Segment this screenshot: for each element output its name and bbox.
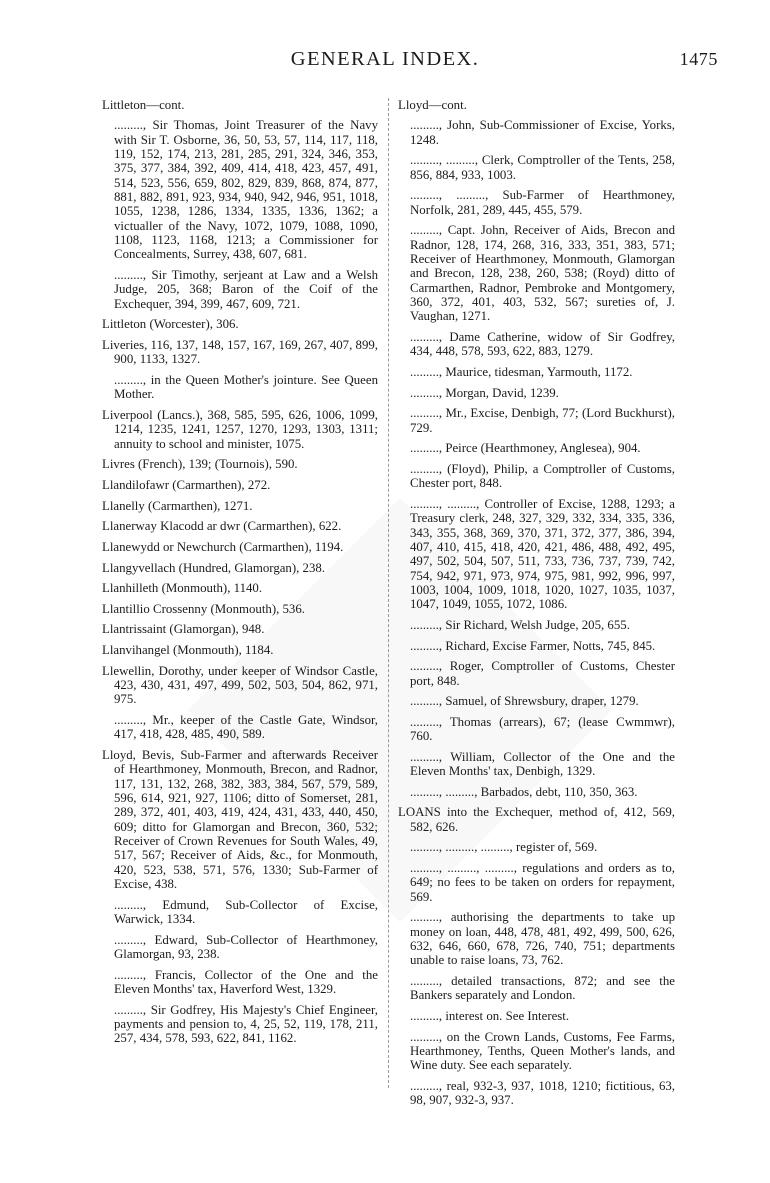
index-entry: ........., ........., Controller of Excise, 1288, 1293; a Treasury clerk, 248, 327, 329, 332, 334, 335, 336, 343, 355, 368, 369, 370, 371, 372, 377, 386, 394, 407, 410, 415, 418, 420, 421, 486, 488, 492, 495, 497, 502, 504, 507, 511, 733, 736, 737, 739, 742, 754, 942, 971, 973, 974, 975, 981, 992, 996, 997, 1003, 1004, 1009, 1018, 1020, 1027, 1035, 1037, 1047, 1049, 1055, 1072, 1086. [410, 496, 675, 612]
index-entry: ........., Roger, Comptroller of Customs, Chester port, 848. [410, 659, 675, 688]
index-entry: Lloyd, Bevis, Sub-Farmer and afterwards Receiver of Hearthmoney, Monmouth, Brecon, and Radnor, 117, 131, 132, 268, 382, 383, 384, 567, 579, 589, 596, 614, 921, 927, 1106; ditto of Somerset, 281, 289, 372, 401, 403, 419, 424, 431, 433, 440, 450, 609; ditto for Glamorgan and Brecon, 360, 532; Receiver of Crown Revenues for South Wales, 49, 517, 567; Receiver of Aids, &c., for Monmouth, 420, 523, 538, 571, 576, 1330; Sub-Farmer of Excise, 438. [102, 748, 378, 892]
continuation-heading: Littleton—cont. [102, 98, 185, 112]
index-entry: ........., ........., ........., regulations and orders as to, 649; no fees to be taken on orders for repayment, 569. [410, 861, 675, 904]
index-entry: ........., detailed transactions, 872; and see the Bankers separately and London. [410, 974, 675, 1003]
index-entry: ........., Sir Richard, Welsh Judge, 205, 655. [410, 617, 630, 632]
column-divider [388, 98, 389, 1088]
index-entry: Liverpool (Lancs.), 368, 585, 595, 626, 1006, 1099, 1214, 1235, 1241, 1257, 1270, 1293, 1303, 1311; annuity to school and minister, 1075. [102, 408, 378, 451]
index-entry: ........., Francis, Collector of the One and the Eleven Months' tax, Haverford West, 1329. [114, 967, 378, 997]
index-entry: ........., Thomas (arrears), 67; (lease Cwmmwr), 760. [410, 714, 675, 744]
index-entry: ........., authorising the departments to take up money on loan, 448, 478, 481, 492, 499, 500, 626, 632, 646, 660, 678, 726, 740, 751; departments unable to raise loans, 73, 762. [410, 910, 675, 968]
index-entry: Llanvihangel (Monmouth), 1184. [102, 643, 274, 658]
index-entry: Llanewydd or Newchurch (Carmarthen), 1194. [102, 539, 344, 554]
index-entry: Llantillio Crossenny (Monmouth), 536. [102, 601, 305, 616]
index-entry: ........., John, Sub-Commissioner of Excise, Yorks, 1248. [410, 118, 675, 147]
index-entry: ........., interest on. See Interest. [410, 1009, 570, 1024]
index-entry: ........., Edward, Sub-Collector of Hearthmoney, Glamorgan, 93, 238. [114, 932, 378, 962]
index-entry: Llantrissaint (Glamorgan), 948. [102, 622, 265, 637]
index-entry: ........., ........., Sub-Farmer of Hearthmoney, Norfolk, 281, 289, 445, 455, 579. [410, 188, 675, 217]
index-entry: Llanerway Klacodd ar dwr (Carmarthen), 622. [102, 519, 342, 534]
page-header [0, 48, 770, 78]
page-title: GENERAL INDEX. [290, 48, 480, 70]
index-entry: Llangyvellach (Hundred, Glamorgan), 238. [102, 560, 326, 575]
index-entry: Liveries, 116, 137, 148, 157, 167, 169, 267, 407, 899, 900, 1133, 1327. [102, 338, 379, 367]
page-number: 1475 [679, 49, 718, 69]
index-entry: ........., Capt. John, Receiver of Aids, Brecon and Radnor, 128, 174, 268, 316, 333, 351, 383, 571; Receiver of Hearthmoney, Monmouth, Glamorgan and Brecon, 128, 238, 260, 538; (Royd) ditto of Carmarthen, Radnor, Pembroke and Montgomery, 360, 372, 401, 403, 532, 567; sureties of, J. Vaughan, 1271. [410, 223, 675, 324]
index-entry: ........., Dame Catherine, widow of Sir Godfrey, 434, 448, 578, 593, 622, 883, 1279. [410, 330, 675, 359]
index-entry: ........., (Floyd), Philip, a Comptroller of Customs, Chester port, 848. [410, 461, 675, 491]
index-entry: Llandilofawr (Carmarthen), 272. [102, 477, 271, 492]
index-entry: ........., Peirce (Hearthmoney, Anglesea), 904. [410, 441, 641, 456]
index-entry: ........., Maurice, tidesman, Yarmouth, 1172. [410, 364, 633, 379]
index-entry: ........., Mr., keeper of the Castle Gate, Windsor, 417, 418, 428, 485, 490, 589. [114, 713, 378, 742]
index-entry: Livres (French), 139; (Tournois), 590. [102, 457, 298, 472]
index-entry: ........., Sir Godfrey, His Majesty's Chief Engineer, payments and pension to, 4, 25, 52, 119, 178, 211, 257, 434, 578, 593, 622, 841, 1162. [114, 1002, 378, 1046]
index-entry: ........., real, 932-3, 937, 1018, 1210; fictitious, 63, 98, 907, 932-3, 937. [410, 1079, 675, 1108]
index-entry: ........., Richard, Excise Farmer, Notts, 745, 845. [410, 638, 656, 653]
index-entry: ........., William, Collector of the One and the Eleven Months' tax, Denbigh, 1329. [410, 749, 675, 779]
index-entry: Llewellin, Dorothy, under keeper of Windsor Castle, 423, 430, 431, 497, 499, 502, 503, 504, 862, 971, 975. [102, 663, 378, 707]
index-entry: ........., ........., ........., register of, 569. [410, 840, 598, 855]
index-entry: ........., Sir Thomas, Joint Treasurer of the Navy with Sir T. Osborne, 36, 50, 53, 57, 114, 117, 118, 119, 152, 174, 213, 281, 285, 291, 324, 346, 353, 375, 377, 384, 392, 409, 414, 418, 423, 457, 491, 514, 523, 556, 659, 802, 829, 839, 868, 874, 877, 881, 882, 891, 923, 934, 940, 942, 946, 951, 1018, 1055, 1238, 1286, 1334, 1335, 1336, 1362; a victualler of the Navy, 1072, 1079, 1088, 1090, 1108, 1123, 1168, 1213; a Commissioner for Concealments, Surrey, 438, 607, 681. [114, 118, 378, 262]
index-entry: ........., ........., Barbados, debt, 110, 350, 363. [410, 784, 638, 799]
index-entry: LOANS into the Exchequer, method of, 412, 569, 582, 626. [398, 805, 675, 834]
index-entry: Llanelly (Carmarthen), 1271. [102, 498, 253, 513]
index-entry: ........., on the Crown Lands, Customs, Fee Farms, Hearthmoney, Tenths, Queen Mother's lands, and Wine duty. See each separately. [410, 1029, 675, 1073]
right-column [398, 98, 675, 1114]
left-column [102, 98, 378, 1052]
index-entry: ........., ........., Clerk, Comptroller of the Tents, 258, 856, 884, 933, 1003. [410, 153, 675, 182]
index-entry: Llanhilleth (Monmouth), 1140. [102, 581, 263, 596]
continuation-heading: Lloyd—cont. [398, 98, 467, 112]
index-entry: ........., Edmund, Sub-Collector of Excise, Warwick, 1334. [114, 897, 378, 927]
index-entry: ........., Sir Timothy, serjeant at Law and a Welsh Judge, 205, 368; Baron of the Coif of the Exchequer, 394, 399, 467, 609, 721. [114, 268, 378, 311]
index-entry: ........., in the Queen Mother's jointure. See Queen Mother. [114, 373, 378, 402]
index-entry: ........., Morgan, David, 1239. [410, 385, 559, 400]
index-entry: ........., Samuel, of Shrewsbury, draper, 1279. [410, 694, 639, 709]
index-entry: ........., Mr., Excise, Denbigh, 77; (Lord Buckhurst), 729. [410, 406, 675, 435]
index-entry: Littleton (Worcester), 306. [102, 317, 239, 332]
